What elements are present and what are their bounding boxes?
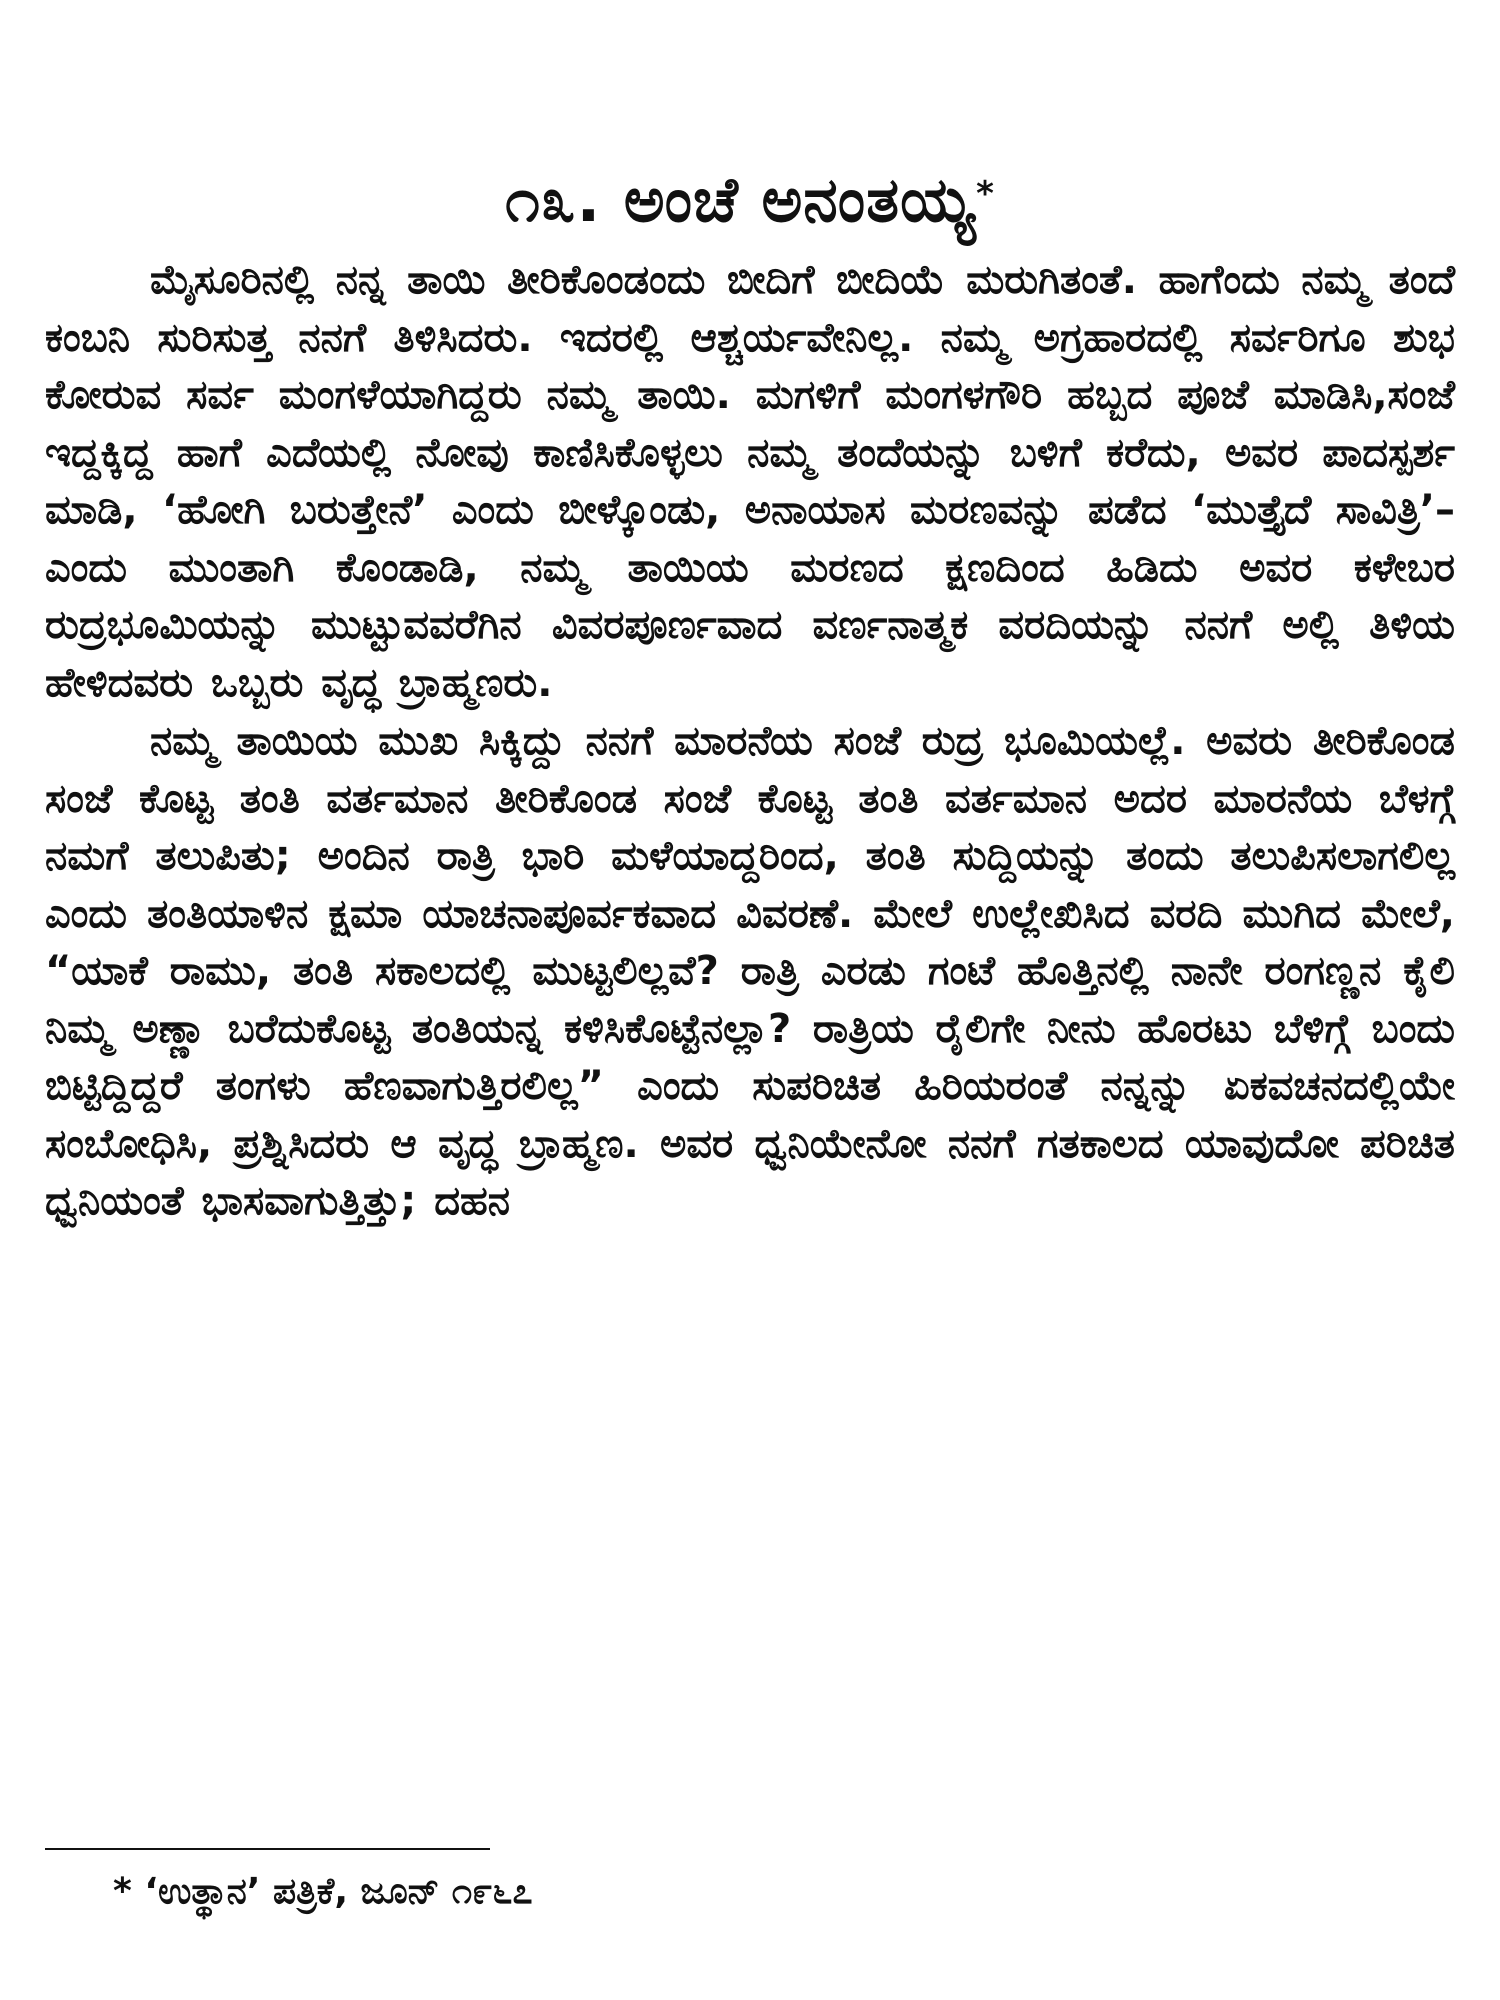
body-text xyxy=(45,252,1455,1231)
footnote-divider xyxy=(45,1848,490,1850)
chapter-title-text: ೧೩. ಅಂಚೆ ಅನಂತಯ್ಯ xyxy=(505,162,977,236)
paragraph-2: ನಮ್ಮ ತಾಯಿಯ ಮುಖ ಸಿಕ್ಕಿದ್ದು ನನಗೆ ಮಾರನೆಯ ಸಂಜೆ ರುದ್ರ ಭೂಮಿಯಲ್ಲೆ. ಅವರು ತೀರಿಕೊಂಡ ಸಂಜೆ ಕೊಟ್ಟ ತಂತಿ ವರ್ತಮಾನ ತೀರಿಕೊಂಡ ಸಂಜೆ ಕೊಟ್ಟ ತಂತಿ ವರ್ತಮಾನ ಅದರ ಮಾರನೆಯ ಬೆಳಗ್ಗೆ ನಮಗೆ ತಲುಪಿತು; ಅಂದಿನ ರಾತ್ರಿ ಭಾರಿ ಮಳೆಯಾದ್ದರಿಂದ, ತಂತಿ ಸುದ್ದಿಯನ್ನು ತಂದು ತಲುಪಿಸಲಾಗಲಿಲ್ಲ ಎಂದು ತಂತಿಯಾಳಿನ ಕ್ಷಮಾ ಯಾಚನಾಪೂರ್ವಕವಾದ ವಿವರಣೆ. ಮೇಲೆ ಉಲ್ಲೇಖಿಸಿದ ವರದಿ ಮುಗಿದ ಮೇಲೆ, “ಯಾಕೆ ರಾಮು, ತಂತಿ ಸಕಾಲದಲ್ಲಿ ಮುಟ್ಟಲಿಲ್ಲವೆ? ರಾತ್ರಿ ಎರಡು ಗಂಟೆ ಹೊತ್ತಿನಲ್ಲಿ ನಾನೇ ರಂಗಣ್ಣನ ಕೈಲಿ ನಿಮ್ಮ ಅಣ್ಣಾ ಬರೆದುಕೊಟ್ಟ ತಂತಿಯನ್ನ ಕಳಿಸಿಕೊಟ್ಟೆನಲ್ಲಾ? ರಾತ್ರಿಯ ರೈಲಿಗೇ ನೀನು ಹೊರಟು ಬೆಳಿಗ್ಗೆ ಬಂದು ಬಿಟ್ಟಿದ್ದಿದ್ದರೆ ತಂಗಳು ಹೆಣವಾಗುತ್ತಿರಲಿಲ್ಲ” ಎಂದು ಸುಪರಿಚಿತ ಹಿರಿಯರಂತೆ ನನ್ನನ್ನು ಏಕವಚನದಲ್ಲಿಯೇ ಸಂಬೋಧಿಸಿ, ಪ್ರಶ್ನಿಸಿದರು ಆ ವೃದ್ಧ ಬ್ರಾಹ್ಮಣ. ಅವರ ಧ್ವನಿಯೇನೋ ನನಗೆ ಗತಕಾಲದ ಯಾವುದೋ ಪರಿಚಿತ ಧ್ವನಿಯಂತೆ ಭಾಸವಾಗುತ್ತಿತ್ತು; ದಹನ xyxy=(45,718,1455,1224)
footnote-marker: * xyxy=(976,173,995,214)
footnote: * ‘ಉತ್ಥಾನ’ ಪತ್ರಿಕೆ, ಜೂನ್ ೧೯೬೭ xyxy=(113,1871,533,1912)
paragraph-1: ಮೈಸೂರಿನಲ್ಲಿ ನನ್ನ ತಾಯಿ ತೀರಿಕೊಂಡಂದು ಬೀದಿಗೆ ಬೀದಿಯೆ ಮರುಗಿತಂತೆ. ಹಾಗೆಂದು ನಮ್ಮ ತಂದೆ ಕಂಬನಿ ಸುರಿಸುತ್ತ ನನಗೆ ತಿಳಿಸಿದರು. ಇದರಲ್ಲಿ ಆಶ್ಚರ್ಯವೇನಿಲ್ಲ. ನಮ್ಮ ಅಗ್ರಹಾರದಲ್ಲಿ ಸರ್ವರಿಗೂ ಶುಭ ಕೋರುವ ಸರ್ವ ಮಂಗಳೆಯಾಗಿದ್ದರು ನಮ್ಮ ತಾಯಿ. ಮಗಳಿಗೆ ಮಂಗಳಗೌರಿ ಹಬ್ಬದ ಪೂಜೆ ಮಾಡಿಸಿ,ಸಂಜೆ ಇದ್ದಕ್ಕಿದ್ದ ಹಾಗೆ ಎದೆಯಲ್ಲಿ ನೋವು ಕಾಣಿಸಿಕೊಳ್ಳಲು ನಮ್ಮ ತಂದೆಯನ್ನು ಬಳಿಗೆ ಕರೆದು, ಅವರ ಪಾದಸ್ಪರ್ಶ ಮಾಡಿ, ‘ಹೋಗಿ ಬರುತ್ತೇನೆ’ ಎಂದು ಬೀಳ್ಕೊಂಡು, ಅನಾಯಾಸ ಮರಣವನ್ನು ಪಡೆದ ‘ಮುತ್ತೈದೆ ಸಾವಿತ್ರಿ’– ಎಂದು ಮುಂತಾಗಿ ಕೊಂಡಾಡಿ, ನಮ್ಮ ತಾಯಿಯ ಮರಣದ ಕ್ಷಣದಿಂದ ಹಿಡಿದು ಅವರ ಕಳೇಬರ ರುದ್ರಭೂಮಿಯನ್ನು ಮುಟ್ಟುವವರೆಗಿನ ವಿವರಪೂರ್ಣವಾದ ವರ್ಣನಾತ್ಮಕ ವರದಿಯನ್ನು ನನಗೆ ಅಲ್ಲಿ ತಿಳಿಯ ಹೇಳಿದವರು ಒಬ್ಬರು ವೃದ್ಧ ಬ್ರಾಹ್ಮಣರು. xyxy=(45,257,1455,706)
chapter-title xyxy=(0,160,1500,240)
